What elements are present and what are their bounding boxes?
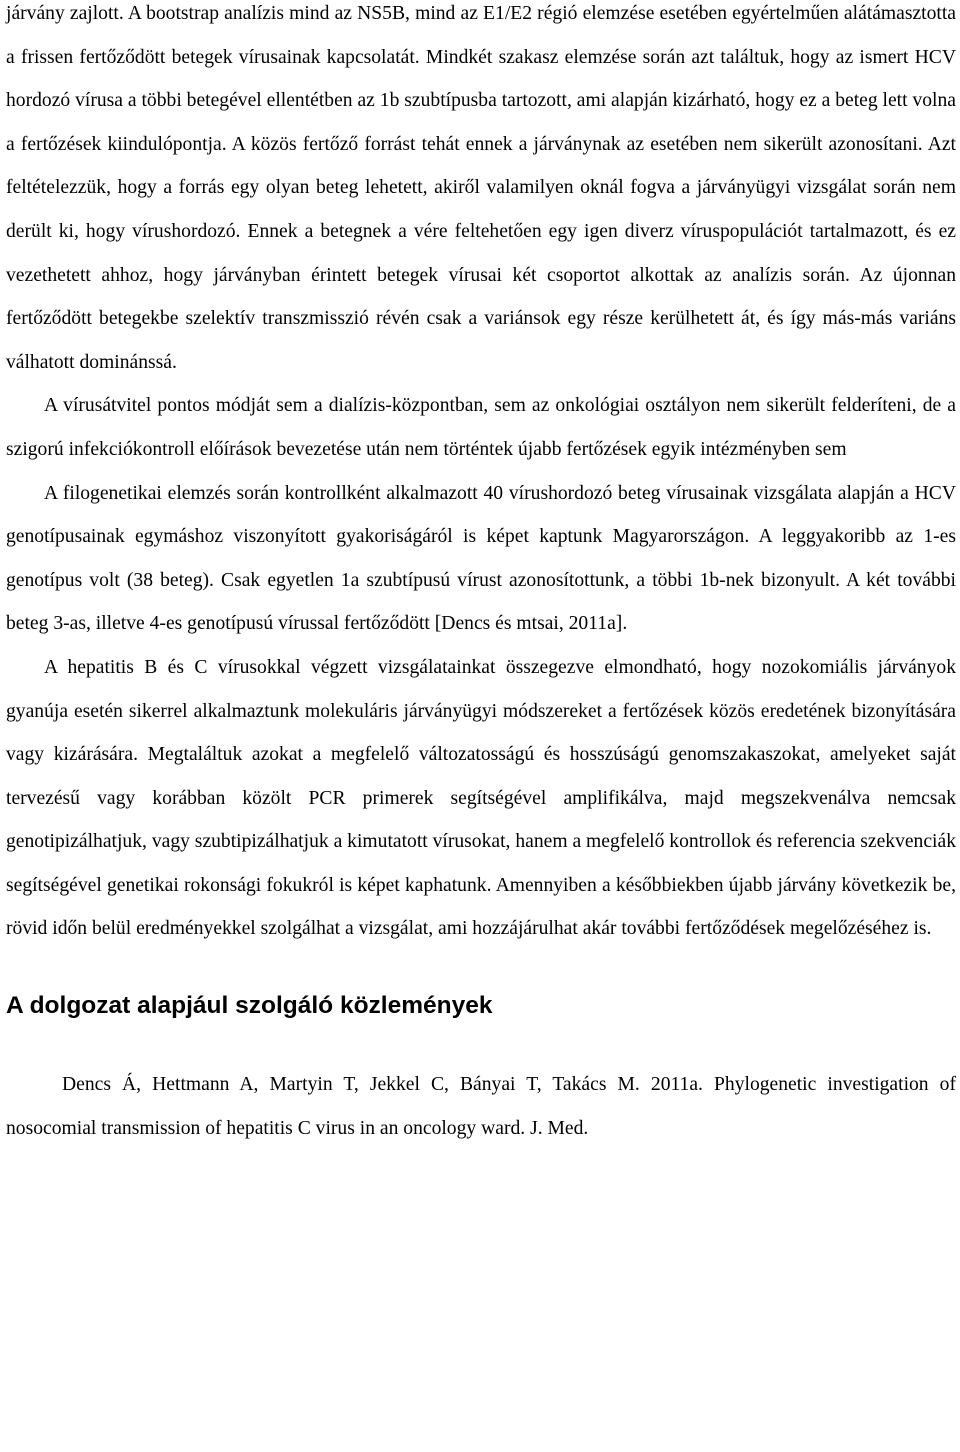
document-page [6, 0, 956, 1150]
body-paragraph: A filogenetikai elemzés során kontrollként alkalmazott 40 vírushordozó beteg vírusainak vizsgálata alapján a HCV genotípusainak egymáshoz viszonyított gyakoriságáról is képet kaptunk Magyarországon. A leggyakoribb az 1-es genotípus volt (38 beteg). Csak egyetlen 1a szubtípusú vírust azonosítottunk, a többi 1b-nek bizonyult. A két további beteg 3-as, illetve 4-es genotípusú vírussal fertőződött [Dencs és mtsai, 2011a]. [6, 482, 956, 635]
section-heading: A dolgozat alapjául szolgáló közlemények [6, 992, 493, 1020]
reference-entry: Dencs Á, Hettmann A, Martyin T, Jekkel C, Bányai T, Takács M. 2011a. Phylogenetic investigation of nosocomial transmission of hepatitis C virus in an oncology ward. J. Med. [6, 1074, 956, 1139]
body-paragraph: A hepatitis B és C vírusokkal végzett vizsgálatainkat összegezve elmondható, hogy nozokomiális járványok gyanúja esetén sikerrel alkalmaztunk molekuláris járványügyi módszereket a fertőzések közös eredetének bizonyítására vagy kizárására. Megtaláltuk azokat a megfelelő változatosságú és hosszúságú genomszakaszokat, amelyeket saját tervezésű vagy korábban közölt PCR primerek segítségével amplifikálva, majd megszekvenálva nemcsak genotipizálhatjuk, vagy szubtipizálhatjuk a kimutatott vírusokat, hanem a megfelelő kontrollok és referencia szekvenciák segítségével genetikai rokonsági fokukról is képet kaphatunk. Amennyiben a későbbiekben újabb járvány következik be, rövid időn belül eredményekkel szolgálhat a vizsgálat, ami hozzájárulhat akár további fertőződések megelőzéséhez is. [6, 656, 956, 940]
body-paragraph: A vírusátvitel pontos módját sem a dialízis-központban, sem az onkológiai osztályon nem sikerült felderíteni, de a szigorú infekciókontroll előírások bevezetése után nem történtek újabb fertőzések egyik intézményben sem [6, 395, 956, 460]
body-paragraph: járvány zajlott. A bootstrap analízis mind az NS5B, mind az E1/E2 régió elemzése esetében egyértelműen alátámasztotta a frissen fertőződött betegek vírusainak kapcsolatát. Mindkét szakasz elemzése során azt találtuk, hogy az ismert HCV hordozó vírusa a többi betegével ellentétben az 1b szubtípusba tartozott, ami alapján kizárható, hogy ez a beteg lett volna a fertőzések kiindulópontja. A közös fertőző forrást tehát ennek a járványnak az esetében nem sikerült azonosítani. Azt feltételezzük, hogy a forrás egy olyan beteg lehetett, akiről valamilyen oknál fogva a járványügyi vizsgálat során nem derült ki, hogy vírushordozó. Ennek a betegnek a vére feltehetően egy igen diverz víruspopulációt tartalmazott, és ez vezethetett ahhoz, hogy járványban érintett betegek vírusai két csoportot alkottak az analízis során. Az újonnan fertőződött betegekbe szelektív transzmisszió révén csak a variánsok egy része kerülhetett át, és így más-más variáns válhatott dominánssá. [6, 3, 956, 373]
